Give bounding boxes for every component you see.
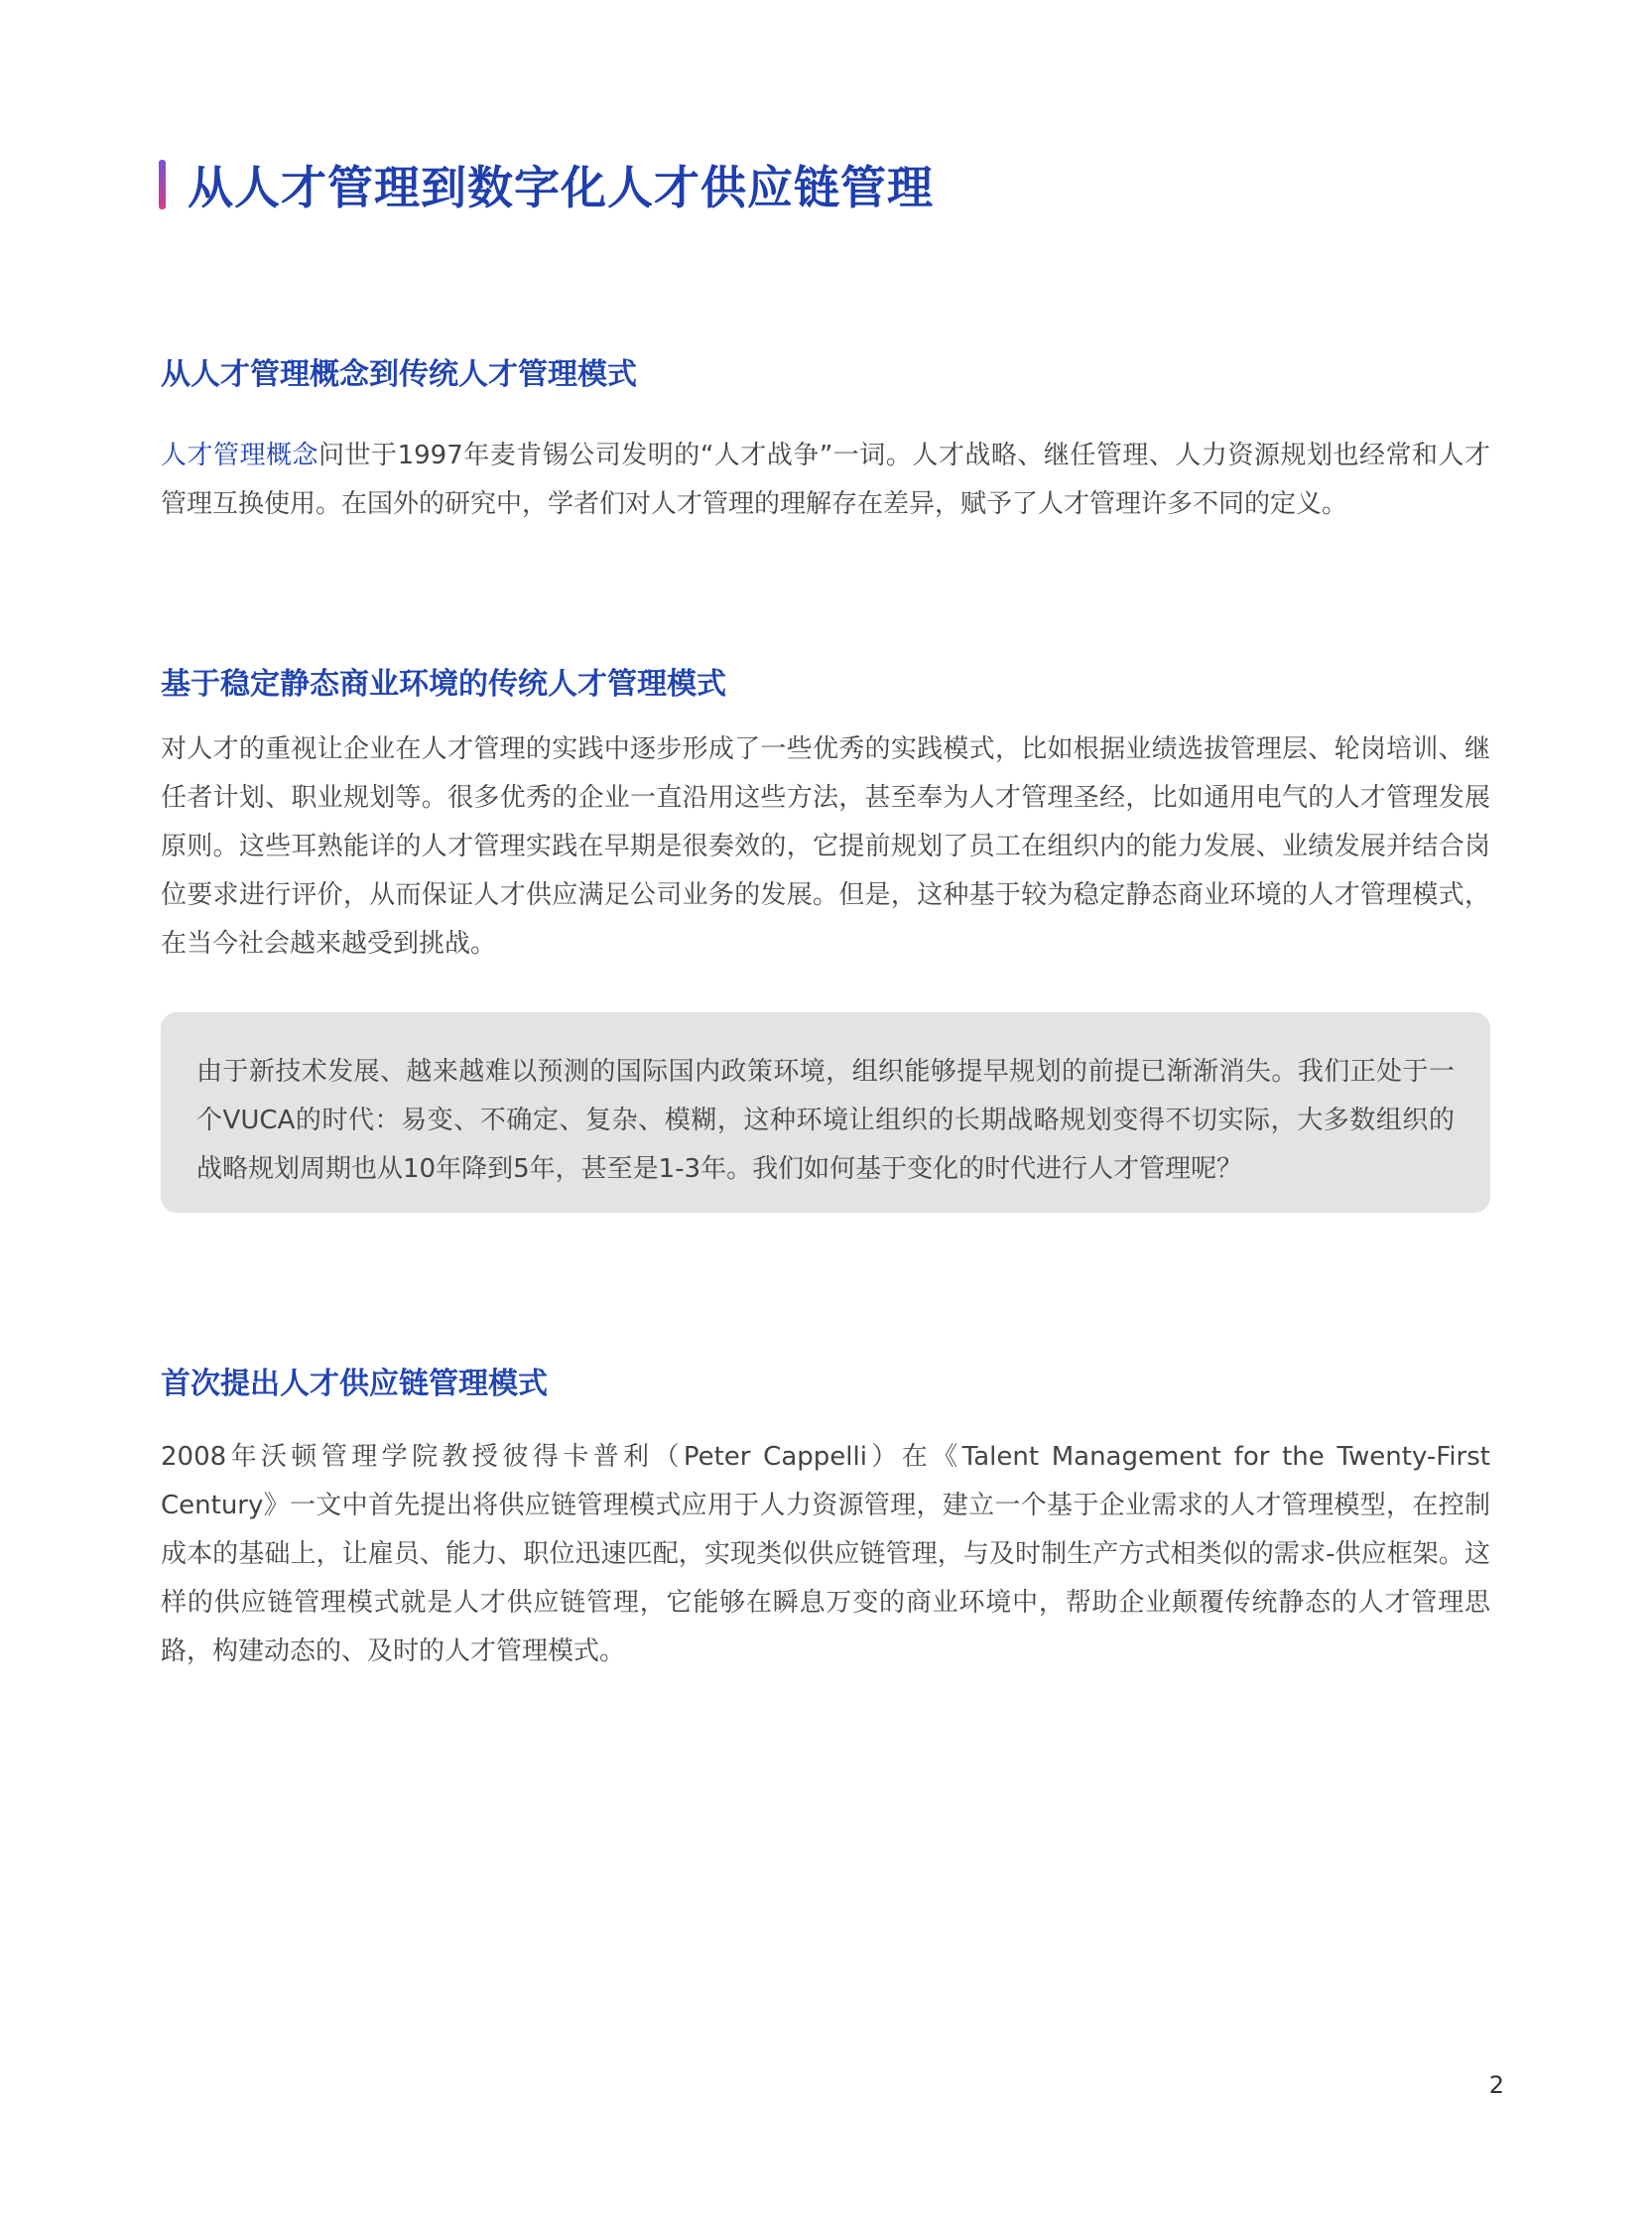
highlighted-term: 人才管理概念	[161, 441, 319, 470]
paragraph-talent-management-concept	[161, 432, 1490, 529]
title-accent-bar	[159, 160, 166, 209]
page-title-block	[159, 157, 934, 212]
section-heading-talent-supply-chain: 首次提出人才供应链管理模式	[161, 1367, 548, 1401]
quote-box	[161, 1012, 1490, 1213]
section-heading-talent-management-concept: 从人才管理概念到传统人才管理模式	[161, 357, 637, 392]
page-number: 2	[1488, 2071, 1504, 2099]
section-heading-traditional-model: 基于稳定静态商业环境的传统人才管理模式	[161, 667, 726, 702]
page-title: 从人才管理到数字化人才供应链管理	[188, 161, 934, 214]
paragraph-talent-supply-chain: 2008年沃顿管理学院教授彼得卡普利（Peter Cappelli）在《Talent Management for the Twenty-First Century》一文中首先提出将供应链管理模式应用于人力资源管理，建立一个基于企业需求的人才管理模型，在控制成本的基础上，让雇员、能力、职位迅速匹配，实现类似供应链管理，与及时制生产方式相类似的需求-供应框架。这样的供应链管理模式就是人才供应链管理，它能够在瞬息万变的商业环境中，帮助企业颠覆传统静态的人才管理思路，构建动态的、及时的人才管理模式。	[161, 1442, 1490, 1666]
quote-text: 由于新技术发展、越来越难以预测的国际国内政策环境，组织能够提早规划的前提已渐渐消失。我们正处于一个VUCA的时代：易变、不确定、复杂、模糊，这种环境让组织的长期战略规划变得不切实际，大多数组织的战略规划周期也从10年降到5年，甚至是1-3年。我们如何基于变化的时代进行人才管理呢？	[196, 1057, 1455, 1184]
paragraph-text: 问世于1997年麦肯锡公司发明的“人才战争”一词。人才战略、继任管理、人力资源规划也经常和人才管理互换使用。在国外的研究中，学者们对人才管理的理解存在差异，赋予了人才管理许多不同的定义。	[161, 441, 1490, 519]
paragraph-traditional-model: 对人才的重视让企业在人才管理的实践中逐步形成了一些优秀的实践模式，比如根据业绩选拔管理层、轮岗培训、继任者计划、职业规划等。很多优秀的企业一直沿用这些方法，甚至奉为人才管理圣经，比如通用电气的人才管理发展原则。这些耳熟能详的人才管理实践在早期是很奏效的，它提前规划了员工在组织内的能力发展、业绩发展并结合岗位要求进行评价，从而保证人才供应满足公司业务的发展。但是，这种基于较为稳定静态商业环境的人才管理模式，在当今社会越来越受到挑战。	[161, 734, 1490, 959]
